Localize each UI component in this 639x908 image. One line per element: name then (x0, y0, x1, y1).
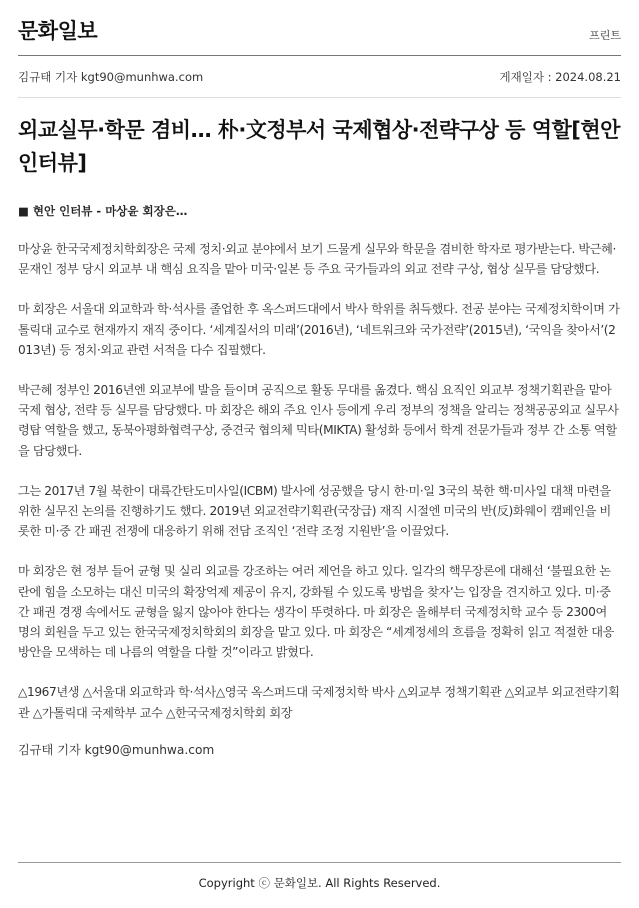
page-footer (18, 862, 621, 891)
profile-summary: △1967년생 △서울대 외교학과 학·석사△영국 옥스퍼드대 국제정치학 박사 △외교부 정책기획관 △외교부 외교전략기획관 △가톨릭대 국제학부 교수 △한국국제정치학회 회장 (18, 685, 620, 720)
article-paragraph-2: 마 회장은 서울대 외교학과 학·석사를 졸업한 후 옥스퍼드대에서 박사 학위를 취득했다. 전공 분야는 국제정치학이며 가톨릭대 교수로 현재까지 재직 중이다. ‘세계질서의 미래’(2016년), ‘네트워크와 국가전략’(2015년), ‘국익을 찾아서’(2013년) 등 정치·외교 관련 서적을 다수 집필했다. (18, 302, 620, 357)
article-paragraph-3: 박근혜 정부인 2016년엔 외교부에 발을 들이며 공직으로 활동 무대를 옮겼다. 핵심 요직인 외교부 정책기획관을 맡아 국제 협상, 전략 등 실무를 담당했다. 마 회장은 해외 주요 인사 등에게 우리 정부의 정책을 알리는 정책공공외교 실무사령탑 역할을 했고, 동북아평화협력구상, 중견국 협의체 믹타(MIKTA) 활성화 등에서 학계 전문가들과 정부 간 소통 역할을 담당했다. (18, 383, 619, 458)
reporter-byline: 김규태 기자 kgt90@munhwa.com (18, 69, 204, 84)
article-subhead: ■ 현안 인터뷰 - 마상윤 회장은… (18, 204, 188, 218)
byline-row (18, 56, 621, 98)
article-page (18, 0, 621, 890)
article-headline: 외교실무·학문 겸비… 朴·文정부서 국제협상·전략구상 등 역할[현안 인터뷰] (18, 118, 620, 175)
copyright-text: Copyright ⓒ 문화일보. All Rights Reserved. (198, 876, 441, 890)
publish-date: 게재일자 : 2024.08.21 (499, 69, 621, 84)
print-button[interactable]: 프린트 (589, 29, 621, 42)
article-paragraph-4: 그는 2017년 7월 북한이 대륙간탄도미사일(ICBM) 발사에 성공했을 당시 한·미·일 3국의 북한 핵·미사일 대책 마련을 위한 실무진 논의를 진행하기도 했다. 2019년 외교전략기획관(국장급) 재직 시절엔 미국의 반(反)화웨이 캠페인을 비롯한 미·중 간 패권 전쟁에 대응하기 위해 전담 조직인 ‘전략 조정 지원반’을 이끌었다. (18, 483, 611, 539)
masthead (18, 0, 621, 56)
site-logo[interactable]: 문화일보 (18, 19, 98, 43)
article-paragraph-1: 마상윤 한국국제정치학회장은 국제 정치·외교 분야에서 보기 드물게 실무와 학문을 겸비한 학자로 평가받는다. 박근혜·문재인 정부 당시 외교부 내 핵심 요직을 맡아 미국·일본 등 주요 국가들과의 외교 전략 구상, 협상 실무를 담당했다. (18, 242, 617, 277)
article-paragraph-5: 마 회장은 현 정부 들어 균형 및 실리 외교를 강조하는 여러 제언을 하고 있다. 일각의 핵무장론에 대해선 ‘불필요한 논란에 힘을 소모하는 대신 미국의 확장억제 제공이 유지, 강화될 수 있도록 방법을 찾자’는 입장을 견지하고 있다. 미·중 간 패권 경쟁 속에서도 균형을 잃지 않아야 한다는 생각이 뚜렷하다. 마 회장은 올해부터 국제정치학 교수 등 2300여 명의 회원을 두고 있는 한국국제정치학회의 회장을 맡고 있다. 마 회장은 “세계정세의 흐름을 정확히 읽고 적절한 대응 방안을 모색하는 데 나름의 역할을 다할 것”이라고 밝혔다. (18, 564, 615, 660)
reporter-signature: 김규태 기자 kgt90@munhwa.com (18, 742, 215, 757)
